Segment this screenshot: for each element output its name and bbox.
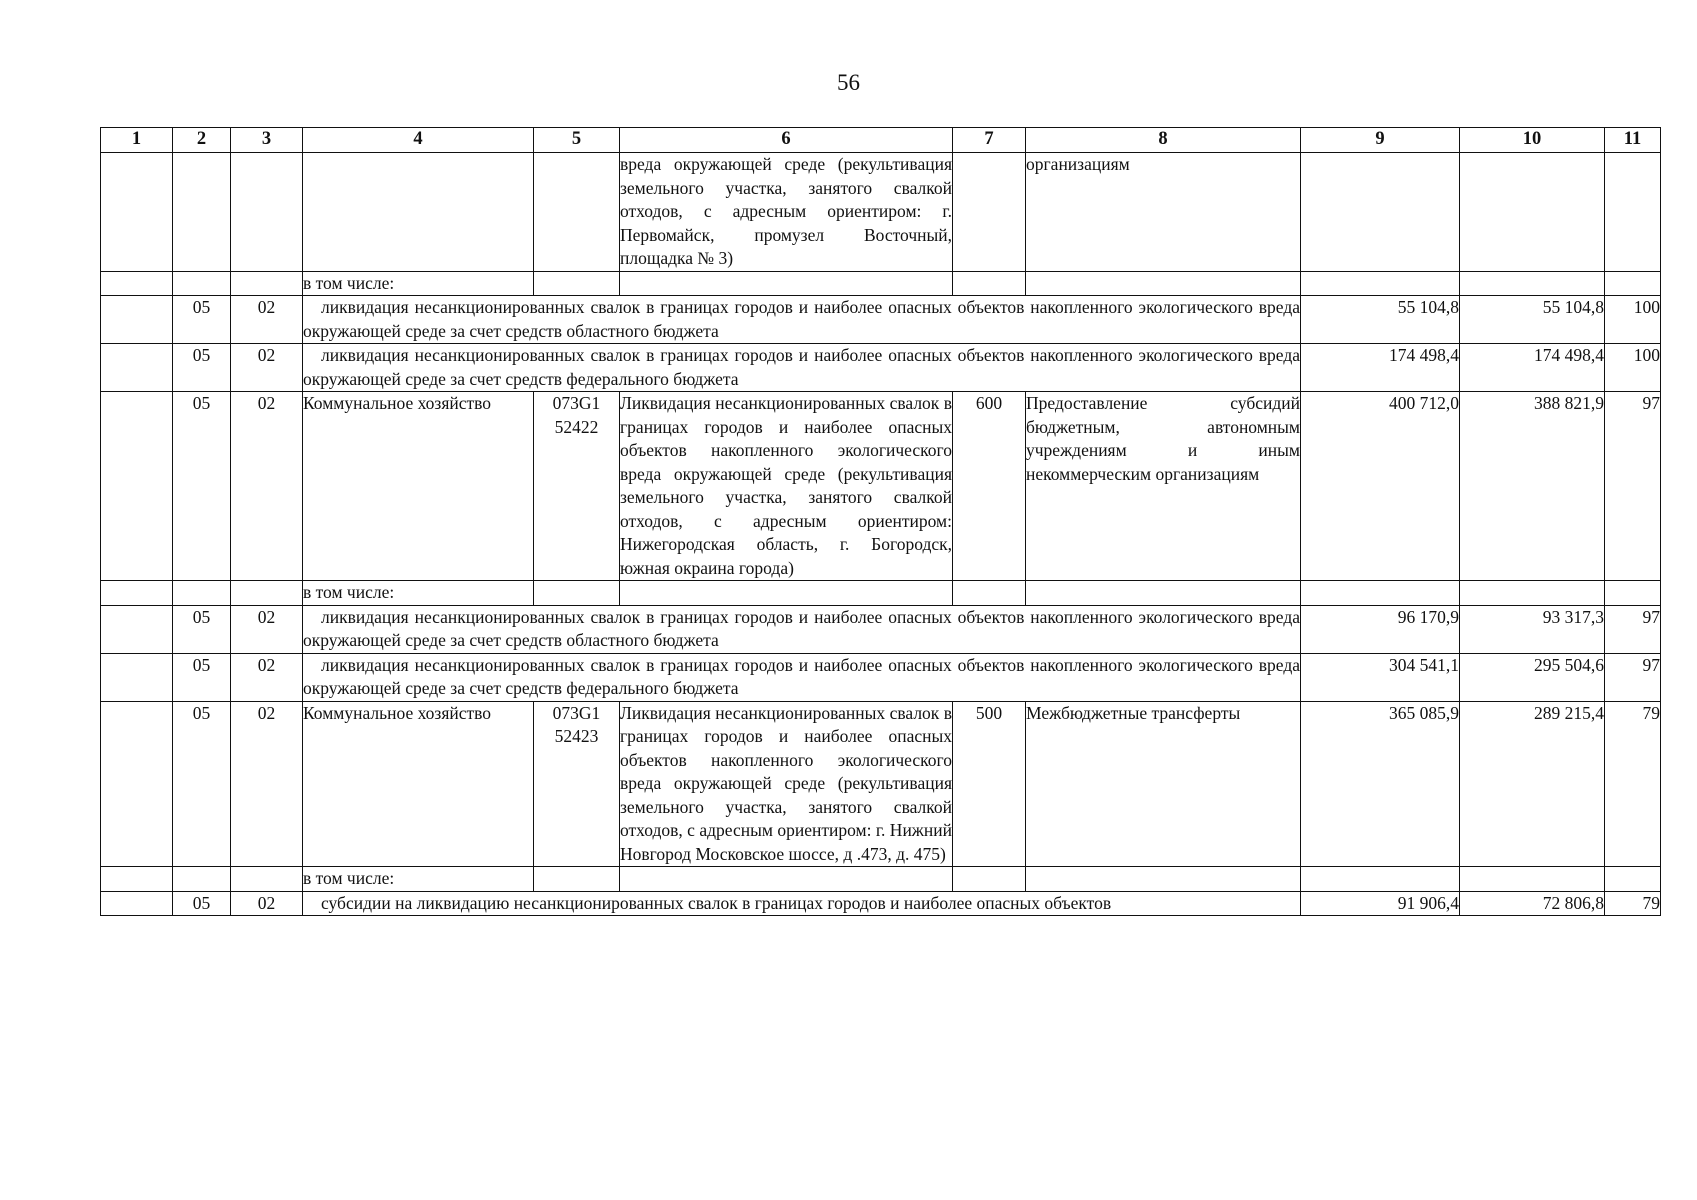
column-header: 8 bbox=[1026, 128, 1301, 153]
column-header: 2 bbox=[173, 128, 231, 153]
cell-empty bbox=[534, 271, 620, 296]
cell-department: Коммунальное хозяйство bbox=[303, 392, 534, 581]
table-header bbox=[101, 128, 1661, 153]
cell-planned-amount bbox=[1301, 153, 1460, 272]
cell-empty bbox=[1301, 867, 1460, 892]
cell-target-code bbox=[534, 153, 620, 272]
cell-percent: 97 bbox=[1605, 653, 1661, 701]
cell-section: 05 bbox=[173, 891, 231, 916]
column-header: 5 bbox=[534, 128, 620, 153]
including-label: в том числе: bbox=[303, 581, 534, 606]
cell-actual-amount: 55 104,8 bbox=[1460, 296, 1605, 344]
cell-actual-amount: 93 317,3 bbox=[1460, 605, 1605, 653]
column-header: 9 bbox=[1301, 128, 1460, 153]
cell-subsection: 02 bbox=[231, 296, 303, 344]
cell-empty bbox=[231, 271, 303, 296]
cell-actual-amount: 388 821,9 bbox=[1460, 392, 1605, 581]
cell-percent: 97 bbox=[1605, 605, 1661, 653]
table-row bbox=[101, 392, 1661, 581]
cell-empty bbox=[231, 867, 303, 892]
cell-planned-amount: 365 085,9 bbox=[1301, 701, 1460, 867]
subtotal-row bbox=[101, 891, 1661, 916]
cell-planned-amount: 55 104,8 bbox=[1301, 296, 1460, 344]
cell-empty bbox=[620, 581, 953, 606]
cell-percent: 79 bbox=[1605, 701, 1661, 867]
cell-planned-amount: 174 498,4 bbox=[1301, 344, 1460, 392]
cell-empty bbox=[231, 581, 303, 606]
cell-empty bbox=[101, 344, 173, 392]
cell-empty bbox=[620, 867, 953, 892]
column-header: 11 bbox=[1605, 128, 1661, 153]
including-label: в том числе: bbox=[303, 867, 534, 892]
column-header: 7 bbox=[953, 128, 1026, 153]
cell-section: 05 bbox=[173, 605, 231, 653]
cell-description: Ликвидация несанкционированных свалок в границах городов и наиболее опасных объектов накопленного экологического вреда окружающей среде (рекультивация земельного участка, занятого свалкой отходов, с адресным ориентиром: Нижегородская область, г. Богородск, южная окраина города) bbox=[620, 392, 953, 581]
cell-empty bbox=[1460, 581, 1605, 606]
cell-actual-amount: 174 498,4 bbox=[1460, 344, 1605, 392]
cell-funding-source: ликвидация несанкционированных свалок в границах городов и наиболее опасных объектов накопленного экологического вреда окружающей среде за счет средств федерального бюджета bbox=[303, 653, 1301, 701]
cell-empty bbox=[101, 581, 173, 606]
cell-empty bbox=[1301, 271, 1460, 296]
cell-planned-amount: 91 906,4 bbox=[1301, 891, 1460, 916]
cell-empty bbox=[953, 867, 1026, 892]
column-header: 1 bbox=[101, 128, 173, 153]
cell-empty bbox=[101, 891, 173, 916]
cell-section: 05 bbox=[173, 653, 231, 701]
cell-empty bbox=[953, 271, 1026, 296]
column-header: 10 bbox=[1460, 128, 1605, 153]
cell-planned-amount: 304 541,1 bbox=[1301, 653, 1460, 701]
cell-actual-amount: 72 806,8 bbox=[1460, 891, 1605, 916]
cell-subsection: 02 bbox=[231, 605, 303, 653]
subtotal-row bbox=[101, 296, 1661, 344]
cell-section: 05 bbox=[173, 296, 231, 344]
cell-empty bbox=[1460, 271, 1605, 296]
subtotal-row bbox=[101, 605, 1661, 653]
cell-expense-type: 600 bbox=[953, 392, 1026, 581]
cell-percent: 79 bbox=[1605, 891, 1661, 916]
including-row bbox=[101, 271, 1661, 296]
cell-empty bbox=[1301, 581, 1460, 606]
cell-subsection bbox=[231, 153, 303, 272]
cell-empty bbox=[1026, 867, 1301, 892]
cell-funding-source: субсидии на ликвидацию несанкционированных свалок в границах городов и наиболее опасных объектов bbox=[303, 891, 1301, 916]
cell-empty bbox=[620, 271, 953, 296]
cell-funding-source: ликвидация несанкционированных свалок в границах городов и наиболее опасных объектов накопленного экологического вреда окружающей среде за счет средств федерального бюджета bbox=[303, 344, 1301, 392]
cell-percent: 97 bbox=[1605, 392, 1661, 581]
including-row bbox=[101, 867, 1661, 892]
cell-target-code: 073G1 52422 bbox=[534, 392, 620, 581]
budget-table bbox=[100, 127, 1661, 916]
cell-section: 05 bbox=[173, 701, 231, 867]
cell-actual-amount: 289 215,4 bbox=[1460, 701, 1605, 867]
cell-planned-amount: 400 712,0 bbox=[1301, 392, 1460, 581]
cell-subsection: 02 bbox=[231, 344, 303, 392]
header-row bbox=[101, 128, 1661, 153]
cell-empty bbox=[1026, 271, 1301, 296]
cell-funding-source: ликвидация несанкционированных свалок в границах городов и наиболее опасных объектов накопленного экологического вреда окружающей среде за счет средств областного бюджета bbox=[303, 605, 1301, 653]
cell-expense-name: Межбюджетные трансферты bbox=[1026, 701, 1301, 867]
cell-empty bbox=[173, 867, 231, 892]
cell-subsection: 02 bbox=[231, 701, 303, 867]
cell-actual-amount bbox=[1460, 153, 1605, 272]
cell-expense-name: Предоставление субсидий бюджетным, автономным учреждениям и иным некоммерческим организациям bbox=[1026, 392, 1301, 581]
cell-percent: 100 bbox=[1605, 344, 1661, 392]
cell-empty bbox=[534, 581, 620, 606]
cell-expense-type bbox=[953, 153, 1026, 272]
including-row bbox=[101, 581, 1661, 606]
cell-empty bbox=[953, 581, 1026, 606]
cell-empty bbox=[1605, 867, 1661, 892]
page-number: 56 bbox=[837, 70, 860, 95]
table-body bbox=[101, 153, 1661, 916]
subtotal-row bbox=[101, 344, 1661, 392]
cell-description: вреда окружающей среде (рекультивация земельного участка, занятого свалкой отходов, с адресным ориентиром: г. Первомайск, промузел Восточный, площадка № 3) bbox=[620, 153, 953, 272]
table-row bbox=[101, 701, 1661, 867]
cell-expense-name: организациям bbox=[1026, 153, 1301, 272]
table-row bbox=[101, 153, 1661, 272]
cell-subsection: 02 bbox=[231, 891, 303, 916]
cell-empty bbox=[1026, 581, 1301, 606]
cell-empty bbox=[101, 271, 173, 296]
cell-empty bbox=[101, 653, 173, 701]
cell-empty bbox=[1605, 581, 1661, 606]
cell-empty bbox=[173, 271, 231, 296]
cell-percent: 100 bbox=[1605, 296, 1661, 344]
cell-planned-amount: 96 170,9 bbox=[1301, 605, 1460, 653]
cell-expense-type: 500 bbox=[953, 701, 1026, 867]
cell-empty bbox=[1460, 867, 1605, 892]
cell-section: 05 bbox=[173, 392, 231, 581]
cell-department bbox=[303, 153, 534, 272]
column-header: 4 bbox=[303, 128, 534, 153]
cell-empty bbox=[101, 605, 173, 653]
cell-col-1 bbox=[101, 153, 173, 272]
cell-empty bbox=[101, 296, 173, 344]
including-label: в том числе: bbox=[303, 271, 534, 296]
cell-empty bbox=[1605, 271, 1661, 296]
column-header: 3 bbox=[231, 128, 303, 153]
cell-section: 05 bbox=[173, 344, 231, 392]
cell-col-1 bbox=[101, 392, 173, 581]
cell-subsection: 02 bbox=[231, 653, 303, 701]
cell-funding-source: ликвидация несанкционированных свалок в границах городов и наиболее опасных объектов накопленного экологического вреда окружающей среде за счет средств областного бюджета bbox=[303, 296, 1301, 344]
subtotal-row bbox=[101, 653, 1661, 701]
cell-col-1 bbox=[101, 701, 173, 867]
cell-empty bbox=[101, 867, 173, 892]
cell-section bbox=[173, 153, 231, 272]
cell-empty bbox=[534, 867, 620, 892]
cell-target-code: 073G1 52423 bbox=[534, 701, 620, 867]
cell-department: Коммунальное хозяйство bbox=[303, 701, 534, 867]
cell-description: Ликвидация несанкционированных свалок в границах городов и наиболее опасных объектов накопленного экологического вреда окружающей среде (рекультивация земельного участка, занятого свалкой отходов, с адресным ориентиром: г. Нижний Новгород Московское шоссе, д .473, д. 475) bbox=[620, 701, 953, 867]
cell-subsection: 02 bbox=[231, 392, 303, 581]
column-header: 6 bbox=[620, 128, 953, 153]
cell-percent bbox=[1605, 153, 1661, 272]
cell-actual-amount: 295 504,6 bbox=[1460, 653, 1605, 701]
cell-empty bbox=[173, 581, 231, 606]
